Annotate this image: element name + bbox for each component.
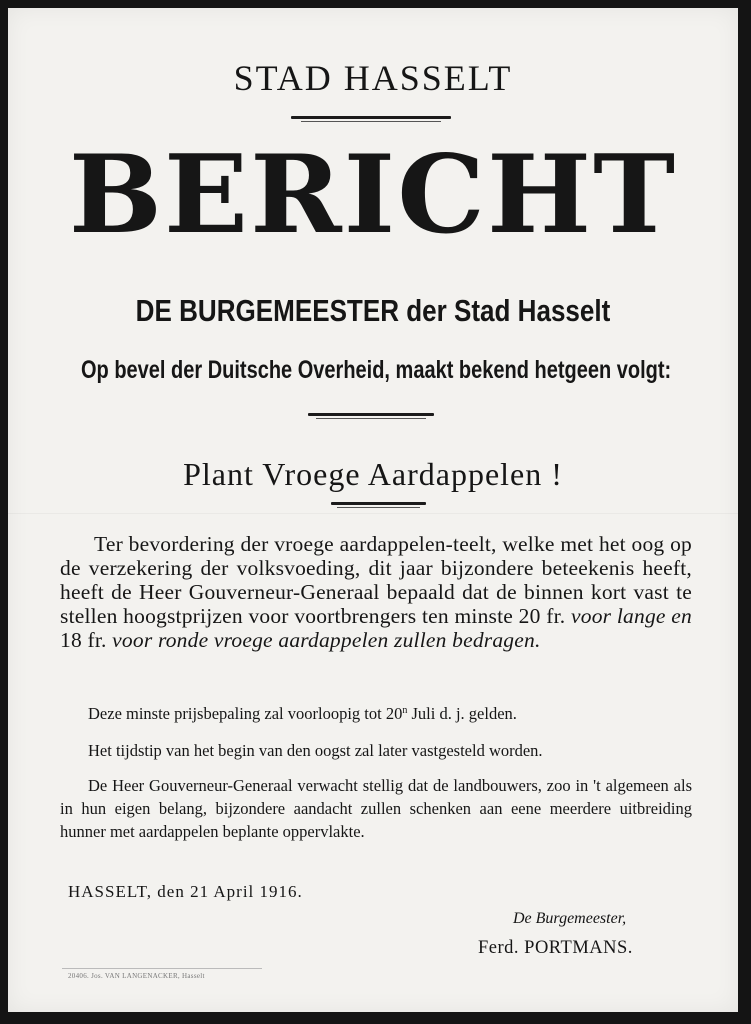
poster-title: BERICHT: [68, 132, 678, 258]
divider-middle: [308, 413, 434, 416]
city-header: STAD HASSELT: [233, 58, 513, 98]
main-paragraph-text: Ter bevordering der vroege aardappelen-teelt, welke met het oog op de verzekering der volksvoeding, dit jaar bijzondere beteekenis heeft, heeft de Heer Gouverneur-Generaal bepaald dat de binnen kort vast te stellen hoogstprijzen voor voortbrengers ten minste 20 fr.: [60, 532, 692, 628]
price-period-text: Deze minste prijsbepaling zal voorloopig tot 20: [88, 704, 403, 723]
main-paragraph-price: 18 fr.: [60, 628, 107, 652]
divider-heading: [331, 502, 426, 505]
order-line: Op bevel der Duitsche Overheid, maakt bekend hetgeen volgt:: [81, 356, 672, 384]
signature-role: De Burgemeester,: [513, 910, 627, 927]
date-superscript: n: [402, 705, 408, 716]
main-paragraph-italic-round: voor ronde vroege aardappelen zullen bedragen.: [112, 628, 541, 652]
expectation-paragraph: De Heer Gouverneur-Generaal verwacht stellig dat de landbouwers, zoo in 't algemeen als in hun eigen belang, bijzondere aandacht zullen schenken aan eene meerdere uitbreiding hunner met aardappelen beplante oppervlakte.: [60, 776, 692, 841]
poster-sheet: [8, 8, 738, 1012]
printer-imprint: 20406. Jos. VAN LANGENACKER, Hasselt: [68, 972, 205, 980]
price-period-end: Juli d. j. gelden.: [411, 704, 517, 723]
signature-name: Ferd. PORTMANS.: [478, 938, 633, 958]
printer-rule: [62, 968, 262, 969]
announcement-heading: Plant Vroege Aardappelen !: [183, 456, 563, 492]
mayor-line: DE BURGEMEESTER der Stad Hasselt: [135, 293, 611, 328]
dateline: HASSELT, den 21 April 1916.: [68, 882, 303, 901]
divider-top: [291, 116, 451, 119]
main-paragraph: [60, 532, 692, 652]
harvest-paragraph: Het tijdstip van het begin van den oogst zal later vastgesteld worden.: [88, 741, 543, 760]
price-period-paragraph: [60, 699, 692, 725]
main-paragraph-italic-long: voor lange en: [571, 604, 692, 628]
paper-fold: [8, 513, 738, 514]
